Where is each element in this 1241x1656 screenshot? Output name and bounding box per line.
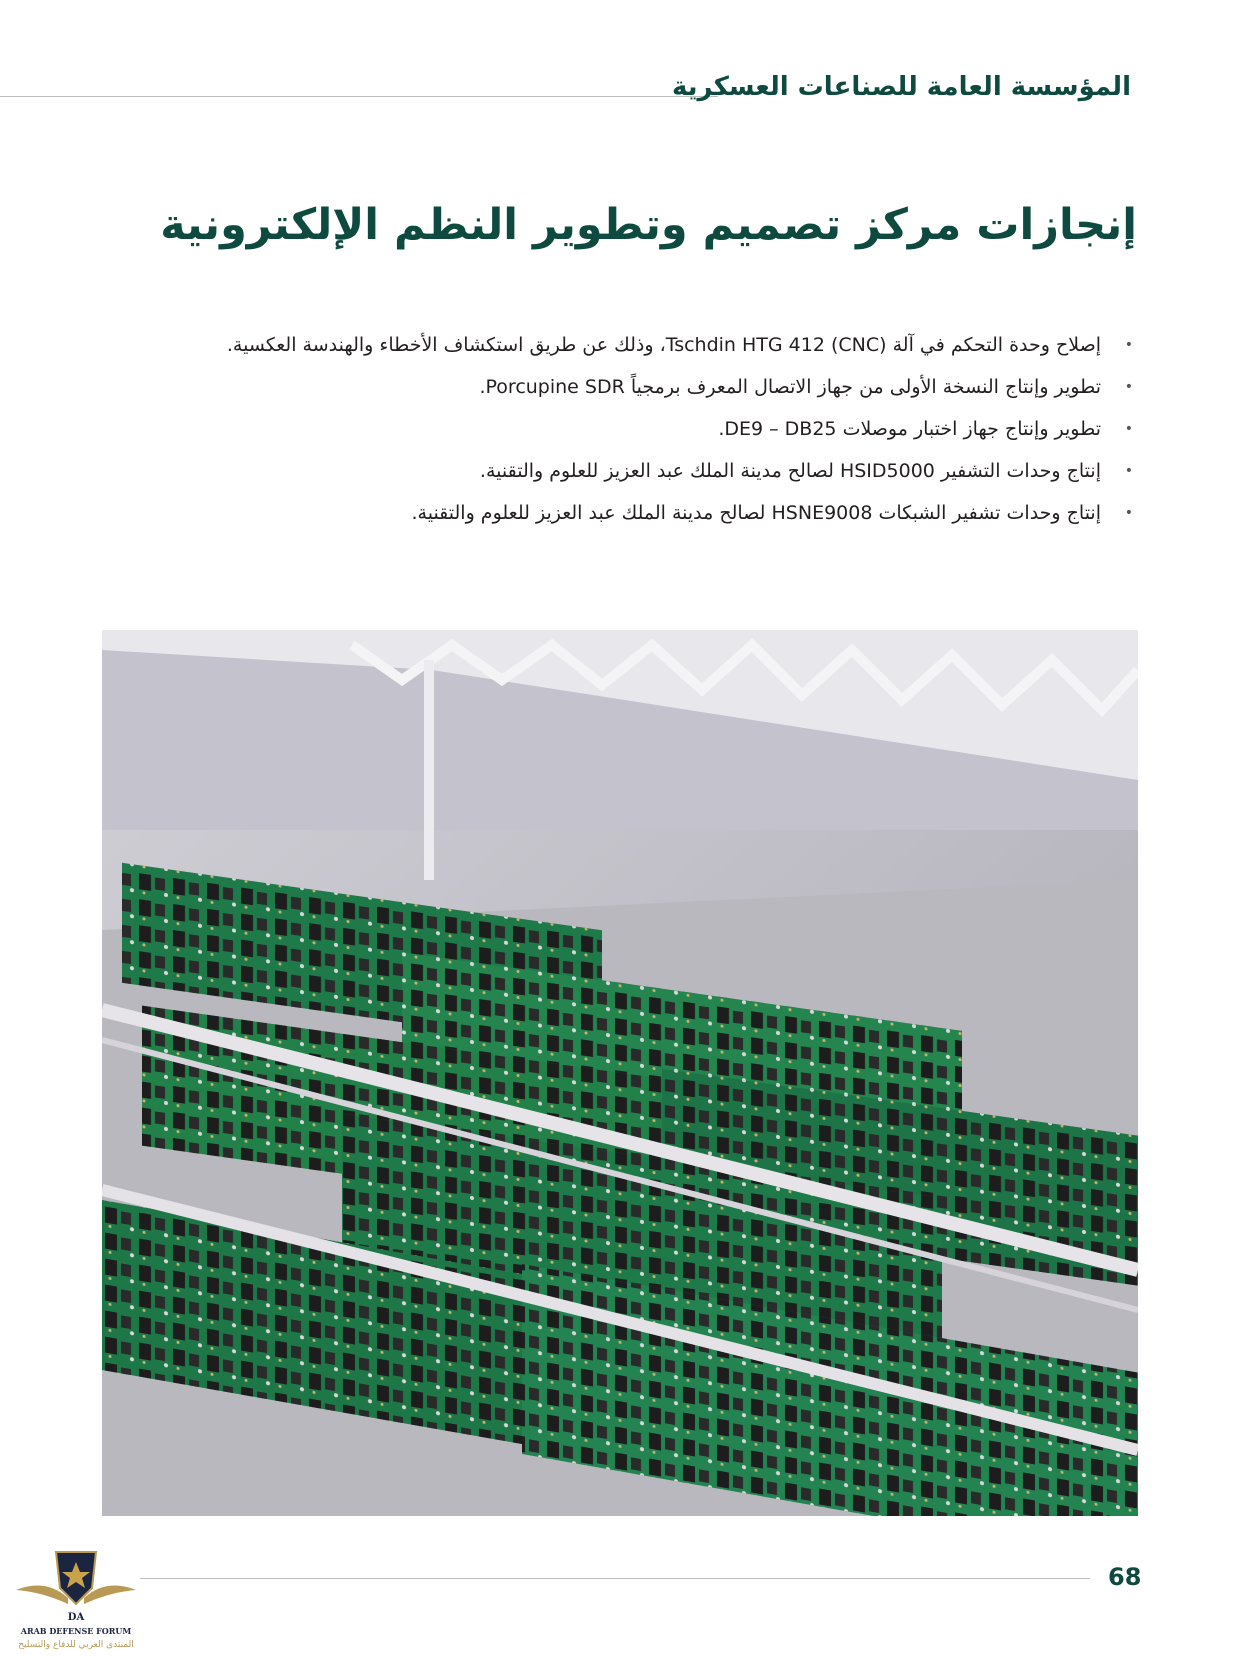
page-number: 68: [1108, 1563, 1142, 1591]
svg-text:DA: DA: [67, 1612, 85, 1623]
list-item: [137, 324, 1137, 366]
forum-logo-icon: [6, 1548, 146, 1652]
watermark-line2: المنتدى العربي للدفاع والتسليح: [18, 1640, 134, 1650]
bullet-icon: •: [1124, 505, 1133, 521]
circuit-boards-photo: [102, 630, 1138, 1516]
list-item-text: إنتاج وحدات تشفير الشبكات HSNE9008 لصالح مدينة الملك عبد العزيز للعلوم والتقنية.: [411, 502, 1101, 524]
page-title: إنجازات مركز تصميم وتطوير النظم الإلكترونية: [160, 200, 1137, 250]
bullet-icon: •: [1124, 337, 1133, 353]
list-item-text: تطوير وإنتاج جهاز اختبار موصلات DE9 – DB25.: [718, 418, 1101, 440]
header-rule: [0, 96, 718, 97]
list-item: [137, 408, 1137, 450]
list-item: [137, 450, 1137, 492]
circuit-boards-illustration: [102, 630, 1138, 1516]
list-item: [137, 366, 1137, 408]
footer-rule: [140, 1578, 1090, 1579]
list-item: [137, 492, 1137, 534]
header-title: المؤسسة العامة للصناعات العسكرية: [672, 72, 1131, 102]
bullet-icon: •: [1124, 421, 1133, 437]
achievements-list: [137, 324, 1137, 534]
watermark-line1: ARAB DEFENSE FORUM: [20, 1626, 132, 1636]
arab-defense-forum-watermark: [6, 1548, 146, 1652]
list-item-text: تطوير وإنتاج النسخة الأولى من جهاز الاتصال المعرف برمجياً Porcupine SDR.: [479, 376, 1101, 398]
list-item-text: إصلاح وحدة التحكم في آلة (CNC) Tschdin HTG 412، وذلك عن طريق استكشاف الأخطاء والهندسة العكسية.: [226, 334, 1101, 356]
bullet-icon: •: [1124, 379, 1133, 395]
bullet-icon: •: [1124, 463, 1133, 479]
list-item-text: إنتاج وحدات التشفير HSID5000 لصالح مدينة الملك عبد العزيز للعلوم والتقنية.: [479, 460, 1101, 482]
